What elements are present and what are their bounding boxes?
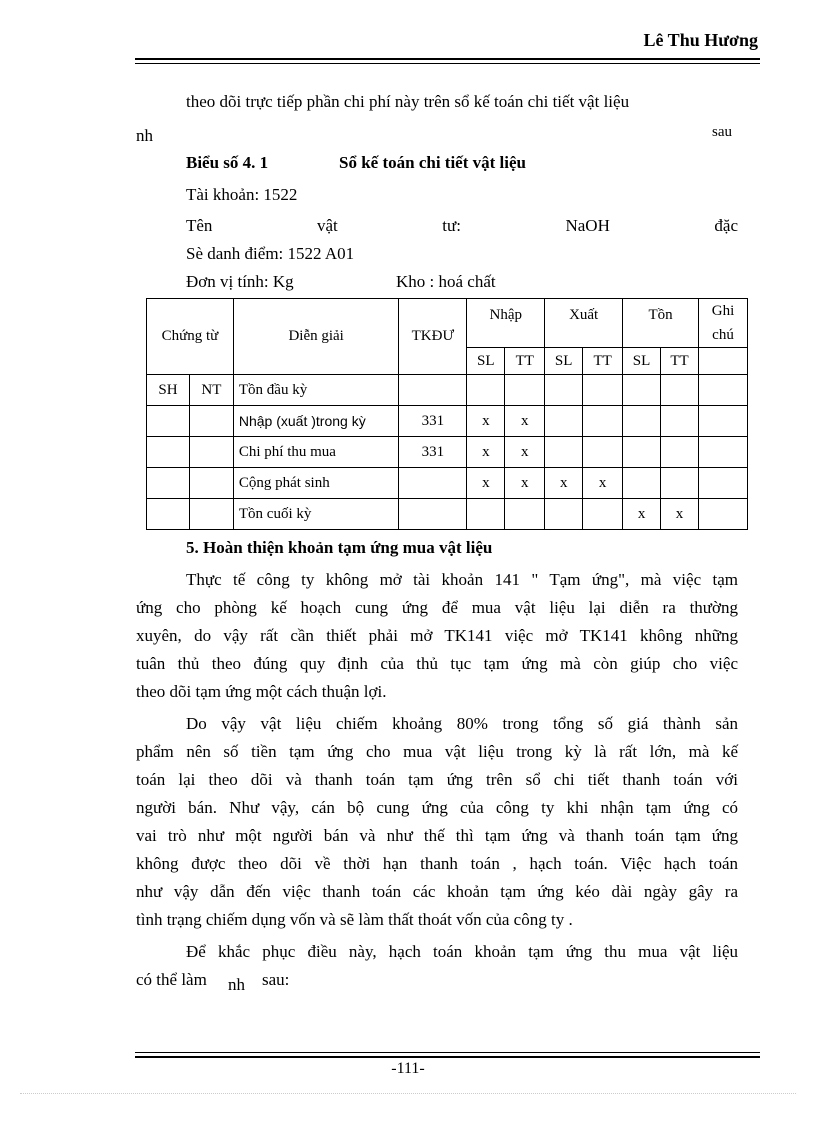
note-cell bbox=[698, 375, 747, 406]
acct-cell: 331 bbox=[399, 406, 467, 437]
cell bbox=[583, 499, 623, 530]
cell: x bbox=[467, 406, 505, 437]
page-number: -111- bbox=[391, 1060, 425, 1077]
material-word-4: NaOH bbox=[565, 216, 610, 235]
material-word-1: Tên bbox=[186, 216, 213, 235]
para3-line-2a: có thể làm bbox=[136, 970, 207, 989]
table-row bbox=[147, 375, 748, 406]
para2-line: tình trạng chiếm dụng vốn và sẽ làm thất thoát vốn của công ty . bbox=[136, 910, 573, 929]
section-heading: 5. Hoàn thiện khoản tạm ứng mua vật liệu bbox=[186, 538, 493, 557]
note-cell bbox=[698, 499, 747, 530]
material-word-3: tư: bbox=[442, 216, 461, 235]
para2-line: phẩm nên số tiền tạm ứng cho mua vật liệu trong kỳ là rất lớn, mà kế bbox=[136, 742, 738, 761]
acct-cell bbox=[399, 499, 467, 530]
nt-cell bbox=[189, 499, 233, 530]
cell bbox=[661, 468, 699, 499]
intro-line-2-right: sau bbox=[712, 124, 732, 140]
intro-line-2-left: nh bbox=[136, 126, 153, 145]
table-row bbox=[147, 406, 748, 437]
para1-line: ứng cho phòng kế hoạch cung ứng để mua vật liệu lại diễn ra thường bbox=[136, 598, 738, 617]
acct-cell bbox=[399, 375, 467, 406]
footer-rule-thin bbox=[135, 1052, 760, 1053]
cell bbox=[583, 406, 623, 437]
cell: x bbox=[623, 499, 661, 530]
note-header-line-1: Ghi bbox=[711, 303, 735, 319]
description-header: Diễn giải bbox=[233, 299, 399, 375]
cell bbox=[467, 375, 505, 406]
tt-export-header: TT bbox=[583, 348, 623, 375]
cell: x bbox=[505, 468, 545, 499]
ledger-table bbox=[146, 298, 748, 530]
cell bbox=[583, 375, 623, 406]
desc-cell: Cộng phát sinh bbox=[233, 468, 399, 499]
cell bbox=[545, 375, 583, 406]
para2-line: như vậy dẫn đến việc thanh toán các khoản tạm ứng kéo dài ngày gây ra bbox=[136, 882, 738, 901]
cell bbox=[545, 437, 583, 468]
cell: x bbox=[467, 468, 505, 499]
nt-cell bbox=[189, 468, 233, 499]
para1-line: xuyên, do vậy rất cần thiết phải mở TK141 việc mở TK141 không những bbox=[136, 626, 738, 645]
cell bbox=[467, 499, 505, 530]
cell bbox=[661, 375, 699, 406]
sl-import-header: SL bbox=[467, 348, 505, 375]
table-row bbox=[147, 468, 748, 499]
cell bbox=[623, 375, 661, 406]
sh-cell bbox=[147, 406, 190, 437]
material-word-5: đặc bbox=[714, 216, 738, 235]
para2-line: không được theo dõi về thời hạn thanh toán , hạch toán. Việc hạch toán bbox=[136, 854, 738, 873]
note-cell bbox=[698, 406, 747, 437]
cell: x bbox=[505, 437, 545, 468]
tt-import-header: TT bbox=[505, 348, 545, 375]
cell: x bbox=[583, 468, 623, 499]
sh-cell bbox=[147, 437, 190, 468]
desc-cell: Tồn cuối kỳ bbox=[233, 499, 399, 530]
cell bbox=[623, 468, 661, 499]
note-header bbox=[698, 299, 747, 348]
cell: x bbox=[505, 406, 545, 437]
nt-cell bbox=[189, 437, 233, 468]
para3-line: Để khắc phục điều này, hạch toán khoản tạm ứng thu mua vật liệu bbox=[186, 942, 738, 961]
cell bbox=[661, 437, 699, 468]
desc-cell: Chi phí thu mua bbox=[233, 437, 399, 468]
import-header: Nhập bbox=[467, 299, 545, 348]
sl-stock-header: SL bbox=[623, 348, 661, 375]
cell bbox=[583, 437, 623, 468]
para3-line-2c: sau: bbox=[262, 970, 290, 989]
cell bbox=[545, 406, 583, 437]
cell: x bbox=[661, 499, 699, 530]
cell: x bbox=[467, 437, 505, 468]
material-line bbox=[186, 216, 738, 236]
desc-cell: Nhập (xuất )trong kỳ bbox=[233, 406, 399, 437]
sl-export-header: SL bbox=[545, 348, 583, 375]
form-title: Sổ kế toán chi tiết vật liệu bbox=[339, 153, 526, 172]
header-rule-thin bbox=[135, 63, 760, 64]
account-line: Tài khoản: 1522 bbox=[186, 185, 298, 204]
stock-header: Tồn bbox=[623, 299, 699, 348]
para2-line: Do vậy vật liệu chiếm khoảng 80% trong tổng số giá thành sản bbox=[186, 714, 738, 733]
voucher-header: Chứng từ bbox=[147, 299, 234, 375]
desc-cell: Tồn đầu kỳ bbox=[233, 375, 399, 406]
para1-line: theo dõi tạm ứng một cách thuận lợi. bbox=[136, 682, 387, 701]
table-row bbox=[147, 499, 748, 530]
author-header: Lê Thu Hương bbox=[643, 30, 758, 50]
sh-cell bbox=[147, 499, 190, 530]
note-subheader bbox=[698, 348, 747, 375]
sh-cell bbox=[147, 468, 190, 499]
warehouse-line: Kho : hoá chất bbox=[396, 272, 496, 291]
cell: x bbox=[545, 468, 583, 499]
para2-line: toán lại theo dõi và thanh toán tạm ứng trên sổ chi tiết thanh toán với bbox=[136, 770, 738, 789]
cell bbox=[505, 499, 545, 530]
para1-line: Thực tế công ty không mở tài khoản 141 " Tạm ứng", mà việc tạm bbox=[186, 570, 738, 589]
tt-stock-header: TT bbox=[661, 348, 699, 375]
account-header: TKĐƯ bbox=[399, 299, 467, 375]
footer-rule bbox=[135, 1056, 760, 1058]
note-cell bbox=[698, 437, 747, 468]
nt-cell bbox=[189, 406, 233, 437]
table-row bbox=[147, 437, 748, 468]
cell bbox=[505, 375, 545, 406]
unit-line: Đơn vị tính: Kg bbox=[186, 272, 294, 291]
para3-line-2b: nh bbox=[228, 975, 245, 994]
cell bbox=[661, 406, 699, 437]
cell bbox=[545, 499, 583, 530]
para1-line: tuân thủ theo đúng quy định của thủ tục tạm ứng mà còn giúp cho việc bbox=[136, 654, 738, 673]
intro-line-1: theo dõi trực tiếp phần chi phí này trên sổ kế toán chi tiết vật liệu bbox=[186, 92, 630, 111]
cell bbox=[623, 437, 661, 468]
code-line: Sè danh điểm: 1522 A01 bbox=[186, 244, 355, 263]
note-cell bbox=[698, 468, 747, 499]
acct-cell bbox=[399, 468, 467, 499]
page-edge bbox=[20, 1093, 796, 1094]
acct-cell: 331 bbox=[399, 437, 467, 468]
material-word-2: vật bbox=[316, 216, 338, 235]
cell bbox=[623, 406, 661, 437]
note-header-line-2: chú bbox=[712, 327, 734, 343]
sh-cell: SH bbox=[147, 375, 190, 406]
header-row-1 bbox=[147, 299, 748, 348]
export-header: Xuất bbox=[545, 299, 623, 348]
para2-line: vai trò như một người bán và như thế thì tạm ứng và thanh toán tạm ứng bbox=[136, 826, 738, 845]
para2-line: người bán. Như vậy, cán bộ cung ứng của công ty khi nhận tạm ứng có bbox=[136, 798, 738, 817]
nt-cell: NT bbox=[189, 375, 233, 406]
form-number: Biểu số 4. 1 bbox=[186, 153, 269, 172]
header-rule bbox=[135, 58, 760, 60]
